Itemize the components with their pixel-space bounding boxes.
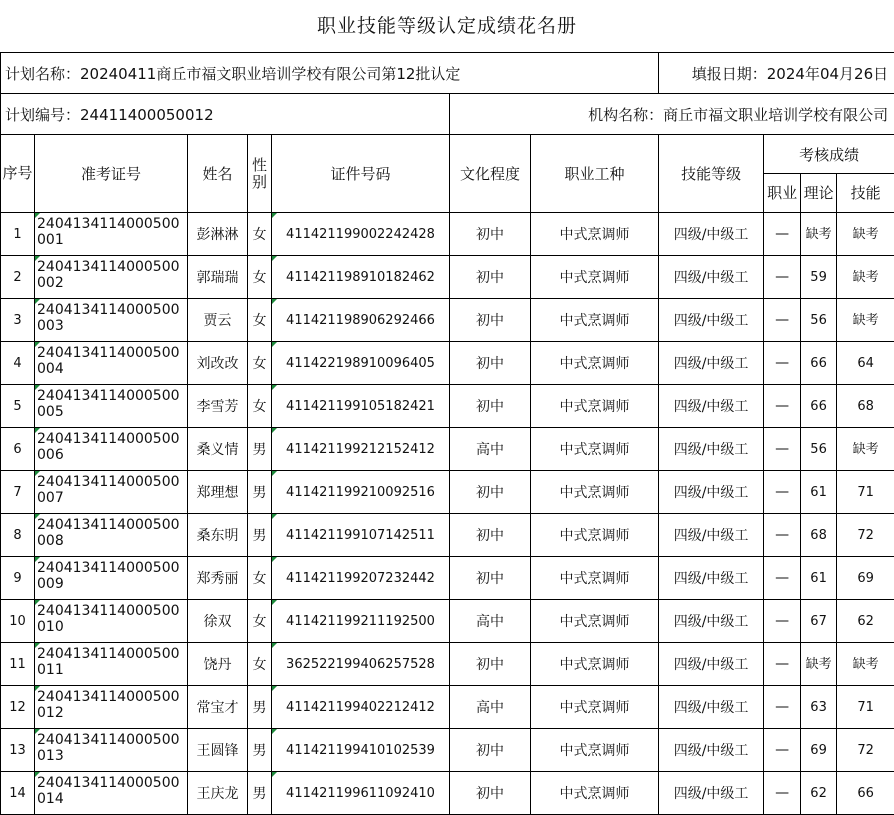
row-id-number: 411422198910096405 [272, 342, 450, 385]
header-score-theory: 理论 [801, 174, 837, 213]
row-skill-level: 四级/中级工 [659, 428, 764, 471]
row-skill-level: 四级/中级工 [659, 557, 764, 600]
row-id-number: 411421199402212412 [272, 686, 450, 729]
row-name: 李雪芳 [188, 385, 248, 428]
score-roster-table [0, 52, 894, 815]
row-ticket-number: 2404134114000500006 [35, 428, 188, 471]
row-score-occupation: — [764, 686, 801, 729]
row-seq: 11 [1, 643, 35, 686]
row-skill-level: 四级/中级工 [659, 256, 764, 299]
row-gender: 女 [248, 342, 272, 385]
row-score-occupation: — [764, 471, 801, 514]
plan-name: 计划名称：20240411商丘市福文职业培训学校有限公司第12批认定 [1, 53, 659, 94]
table-row [1, 299, 894, 342]
row-score-theory: 63 [801, 686, 837, 729]
row-seq: 8 [1, 514, 35, 557]
row-score-occupation: — [764, 342, 801, 385]
row-score-skill: 72 [837, 514, 894, 557]
row-gender: 男 [248, 729, 272, 772]
row-education: 高中 [450, 428, 531, 471]
row-score-occupation: — [764, 772, 801, 815]
row-gender: 女 [248, 213, 272, 256]
row-seq: 1 [1, 213, 35, 256]
row-occupation: 中式烹调师 [531, 729, 659, 772]
row-score-theory: 67 [801, 600, 837, 643]
row-gender: 男 [248, 686, 272, 729]
row-seq: 10 [1, 600, 35, 643]
row-occupation: 中式烹调师 [531, 643, 659, 686]
row-ticket-number: 2404134114000500002 [35, 256, 188, 299]
row-score-skill: 66 [837, 772, 894, 815]
table-row [1, 428, 894, 471]
row-score-theory: 56 [801, 299, 837, 342]
row-score-theory: 66 [801, 342, 837, 385]
row-education: 初中 [450, 471, 531, 514]
row-id-number: 411421199212152412 [272, 428, 450, 471]
row-score-theory: 62 [801, 772, 837, 815]
row-id-number: 411421199207232442 [272, 557, 450, 600]
org-name: 机构名称：商丘市福文职业培训学校有限公司 [450, 94, 894, 135]
row-score-skill: 缺考 [837, 256, 894, 299]
row-education: 初中 [450, 213, 531, 256]
row-skill-level: 四级/中级工 [659, 729, 764, 772]
row-education: 高中 [450, 600, 531, 643]
row-id-number: 411421199211192500 [272, 600, 450, 643]
row-skill-level: 四级/中级工 [659, 342, 764, 385]
row-seq: 7 [1, 471, 35, 514]
row-occupation: 中式烹调师 [531, 557, 659, 600]
table-row [1, 471, 894, 514]
row-name: 常宝才 [188, 686, 248, 729]
row-gender: 女 [248, 600, 272, 643]
row-name: 郑秀丽 [188, 557, 248, 600]
header-occupation: 职业工种 [531, 135, 659, 213]
row-score-theory: 56 [801, 428, 837, 471]
row-score-occupation: — [764, 557, 801, 600]
row-skill-level: 四级/中级工 [659, 471, 764, 514]
row-ticket-number: 2404134114000500005 [35, 385, 188, 428]
header-skill-level: 技能等级 [659, 135, 764, 213]
row-seq: 2 [1, 256, 35, 299]
row-occupation: 中式烹调师 [531, 514, 659, 557]
header-score-occupation: 职业 [764, 174, 801, 213]
row-ticket-number: 2404134114000500004 [35, 342, 188, 385]
row-score-theory: 缺考 [801, 213, 837, 256]
row-skill-level: 四级/中级工 [659, 213, 764, 256]
row-education: 初中 [450, 643, 531, 686]
row-ticket-number: 2404134114000500009 [35, 557, 188, 600]
row-education: 初中 [450, 385, 531, 428]
row-score-occupation: — [764, 643, 801, 686]
row-id-number: 411421199611092410 [272, 772, 450, 815]
table-row [1, 385, 894, 428]
row-occupation: 中式烹调师 [531, 213, 659, 256]
row-gender: 女 [248, 385, 272, 428]
row-education: 初中 [450, 557, 531, 600]
row-score-theory: 59 [801, 256, 837, 299]
fill-date: 填报日期：2024年04月26日 [659, 53, 894, 94]
row-seq: 14 [1, 772, 35, 815]
row-score-occupation: — [764, 428, 801, 471]
row-score-skill: 69 [837, 557, 894, 600]
row-id-number: 411421198910182462 [272, 256, 450, 299]
row-score-skill: 71 [837, 686, 894, 729]
header-name: 姓名 [188, 135, 248, 213]
header-id-number: 证件号码 [272, 135, 450, 213]
row-gender: 男 [248, 428, 272, 471]
row-name: 彭淋淋 [188, 213, 248, 256]
row-score-occupation: — [764, 600, 801, 643]
row-score-skill: 72 [837, 729, 894, 772]
row-name: 桑东明 [188, 514, 248, 557]
row-education: 初中 [450, 299, 531, 342]
row-skill-level: 四级/中级工 [659, 600, 764, 643]
row-skill-level: 四级/中级工 [659, 686, 764, 729]
row-education: 初中 [450, 772, 531, 815]
row-score-theory: 68 [801, 514, 837, 557]
header-gender: 性别 [248, 135, 272, 213]
row-seq: 9 [1, 557, 35, 600]
row-score-theory: 61 [801, 471, 837, 514]
row-id-number: 411421199107142511 [272, 514, 450, 557]
row-score-skill: 缺考 [837, 299, 894, 342]
row-ticket-number: 2404134114000500011 [35, 643, 188, 686]
row-score-theory: 66 [801, 385, 837, 428]
row-name: 桑义情 [188, 428, 248, 471]
row-name: 徐双 [188, 600, 248, 643]
row-score-skill: 64 [837, 342, 894, 385]
row-ticket-number: 2404134114000500014 [35, 772, 188, 815]
row-gender: 男 [248, 514, 272, 557]
row-score-occupation: — [764, 729, 801, 772]
row-occupation: 中式烹调师 [531, 299, 659, 342]
row-score-skill: 缺考 [837, 428, 894, 471]
row-name: 郭瑞瑞 [188, 256, 248, 299]
row-gender: 女 [248, 299, 272, 342]
row-skill-level: 四级/中级工 [659, 772, 764, 815]
row-id-number: 362522199406257528 [272, 643, 450, 686]
row-id-number: 411421199105182421 [272, 385, 450, 428]
table-row [1, 514, 894, 557]
table-row [1, 557, 894, 600]
row-occupation: 中式烹调师 [531, 600, 659, 643]
row-seq: 5 [1, 385, 35, 428]
row-skill-level: 四级/中级工 [659, 514, 764, 557]
row-id-number: 411421198906292466 [272, 299, 450, 342]
table-row [1, 686, 894, 729]
row-id-number: 411421199410102539 [272, 729, 450, 772]
row-gender: 女 [248, 256, 272, 299]
row-ticket-number: 2404134114000500008 [35, 514, 188, 557]
row-skill-level: 四级/中级工 [659, 385, 764, 428]
row-score-occupation: — [764, 256, 801, 299]
row-occupation: 中式烹调师 [531, 686, 659, 729]
row-score-occupation: — [764, 299, 801, 342]
row-score-skill: 缺考 [837, 213, 894, 256]
row-score-occupation: — [764, 514, 801, 557]
row-education: 初中 [450, 729, 531, 772]
row-name: 郑理想 [188, 471, 248, 514]
row-occupation: 中式烹调师 [531, 342, 659, 385]
row-ticket-number: 2404134114000500012 [35, 686, 188, 729]
row-education: 初中 [450, 256, 531, 299]
row-education: 初中 [450, 342, 531, 385]
table-row [1, 600, 894, 643]
row-score-occupation: — [764, 385, 801, 428]
table-row [1, 772, 894, 815]
header-scores: 考核成绩 [764, 135, 894, 174]
row-occupation: 中式烹调师 [531, 256, 659, 299]
row-score-theory: 缺考 [801, 643, 837, 686]
row-seq: 12 [1, 686, 35, 729]
row-occupation: 中式烹调师 [531, 471, 659, 514]
row-occupation: 中式烹调师 [531, 428, 659, 471]
row-ticket-number: 2404134114000500001 [35, 213, 188, 256]
row-seq: 4 [1, 342, 35, 385]
row-seq: 6 [1, 428, 35, 471]
row-ticket-number: 2404134114000500007 [35, 471, 188, 514]
table-row [1, 729, 894, 772]
row-gender: 女 [248, 557, 272, 600]
row-score-theory: 61 [801, 557, 837, 600]
table-row [1, 256, 894, 299]
table-row [1, 342, 894, 385]
row-gender: 女 [248, 643, 272, 686]
header-score-skill: 技能 [837, 174, 894, 213]
row-name: 王庆龙 [188, 772, 248, 815]
plan-number: 计划编号：24411400050012 [1, 94, 450, 135]
row-occupation: 中式烹调师 [531, 385, 659, 428]
row-ticket-number: 2404134114000500010 [35, 600, 188, 643]
page-title: 职业技能等级认定成绩花名册 [0, 0, 894, 52]
row-score-skill: 71 [837, 471, 894, 514]
row-name: 饶丹 [188, 643, 248, 686]
row-score-skill: 62 [837, 600, 894, 643]
row-score-theory: 69 [801, 729, 837, 772]
row-id-number: 411421199002242428 [272, 213, 450, 256]
row-ticket-number: 2404134114000500003 [35, 299, 188, 342]
row-skill-level: 四级/中级工 [659, 643, 764, 686]
row-gender: 男 [248, 772, 272, 815]
row-score-skill: 缺考 [837, 643, 894, 686]
row-ticket-number: 2404134114000500013 [35, 729, 188, 772]
row-id-number: 411421199210092516 [272, 471, 450, 514]
row-seq: 13 [1, 729, 35, 772]
table-row [1, 643, 894, 686]
row-score-skill: 68 [837, 385, 894, 428]
row-gender: 男 [248, 471, 272, 514]
row-occupation: 中式烹调师 [531, 772, 659, 815]
row-skill-level: 四级/中级工 [659, 299, 764, 342]
row-name: 刘改改 [188, 342, 248, 385]
row-name: 贾云 [188, 299, 248, 342]
header-ticket: 准考证号 [35, 135, 188, 213]
row-education: 高中 [450, 686, 531, 729]
row-score-occupation: — [764, 213, 801, 256]
table-row [1, 213, 894, 256]
row-education: 初中 [450, 514, 531, 557]
header-seq: 序号 [1, 135, 35, 213]
header-education: 文化程度 [450, 135, 531, 213]
row-seq: 3 [1, 299, 35, 342]
row-name: 王圆锋 [188, 729, 248, 772]
